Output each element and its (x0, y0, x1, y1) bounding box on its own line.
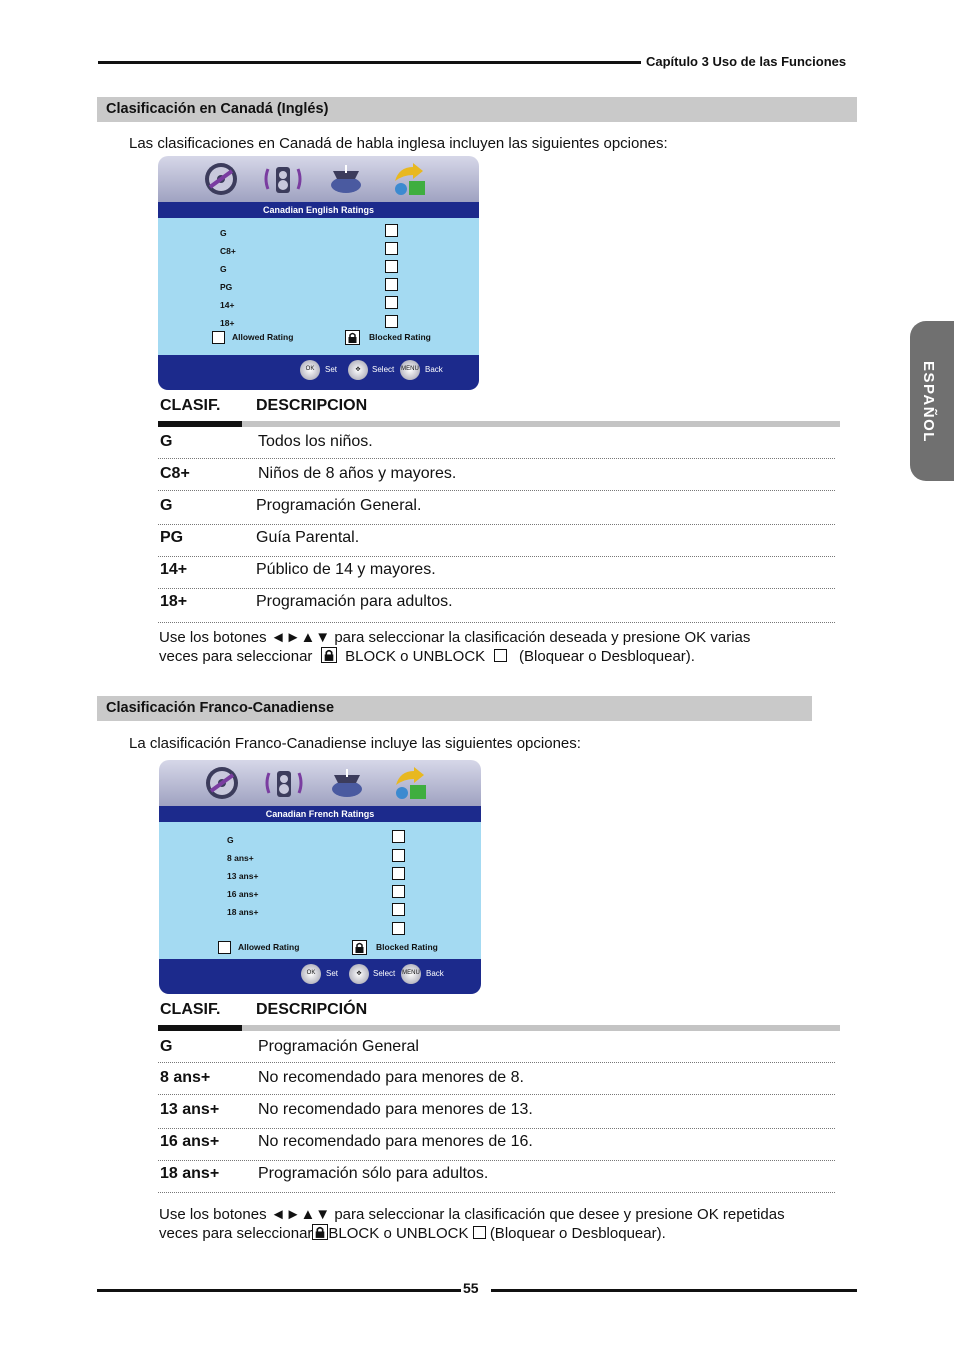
rating-checkbox[interactable] (392, 849, 405, 862)
rating-checkbox-pg[interactable] (385, 278, 398, 291)
rating-item-14: 14+ (220, 300, 235, 310)
menu-button[interactable]: MENU (400, 360, 420, 380)
table-row-code: 18+ (160, 593, 188, 610)
footer-rule-left (97, 1289, 461, 1292)
table-row-code: 18 ans+ (160, 1165, 220, 1182)
lock-icon (345, 330, 360, 345)
tv-menu-english (158, 156, 479, 390)
table-row-code: 14+ (160, 561, 188, 578)
rating-checkbox[interactable] (392, 867, 405, 880)
table-header-rule (242, 1025, 840, 1031)
table-row-code: PG (160, 529, 184, 546)
header-rule (98, 61, 641, 64)
select-label: Select (372, 365, 395, 374)
table-row-code: 8 ans+ (160, 1069, 211, 1086)
rating-checkbox[interactable] (392, 922, 405, 935)
section-intro-english: Las clasificaciones en Canadá de habla inglesa incluyen las siguientes opciones: (129, 135, 668, 152)
satellite-icon (327, 161, 365, 197)
table-row-code: G (160, 497, 173, 514)
table-row-desc: Todos los niños. (258, 433, 373, 450)
unblock-box-icon (494, 649, 507, 662)
rating-item-16ans: 16 ans+ (227, 889, 259, 899)
lock-icon (321, 647, 337, 663)
menu-title: Canadian French Ratings (159, 806, 481, 822)
menu-footer (158, 355, 479, 390)
set-label: Set (326, 969, 339, 978)
menu-footer (159, 959, 481, 994)
table-row-desc: No recomendado para menores de 13. (258, 1101, 533, 1118)
row-divider (158, 1094, 835, 1095)
speaker-icon (265, 765, 303, 801)
rating-item-pg: PG (220, 282, 233, 292)
menu-icon-bar (159, 760, 481, 806)
language-tab (910, 321, 954, 481)
ok-button[interactable]: OK (301, 964, 321, 984)
settings-puzzle-icon (391, 161, 429, 197)
table-row-desc: Programación General (258, 1038, 419, 1055)
table-row-desc: Programación sólo para adultos. (258, 1165, 489, 1182)
table-row-desc: No recomendado para menores de 8. (258, 1069, 524, 1086)
row-divider (158, 1128, 835, 1129)
table-row-code: G (160, 1038, 173, 1055)
back-label: Back (426, 969, 444, 978)
rating-item-18ans: 18 ans+ (227, 907, 259, 917)
row-divider (158, 490, 835, 491)
table-header-rule (158, 421, 242, 427)
rating-checkbox-18[interactable] (385, 315, 398, 328)
rating-item-c8: C8+ (220, 246, 236, 256)
rating-item-8ans: 8 ans+ (227, 853, 254, 863)
col-header-description: DESCRIPCIÓN (256, 1001, 368, 1018)
row-divider (158, 1160, 835, 1161)
unblock-box-icon (473, 1226, 486, 1239)
chapter-title: Capítulo 3 Uso de las Funciones (646, 54, 847, 69)
allowed-legend-label: Allowed Rating (238, 942, 300, 952)
rating-checkbox-14[interactable] (385, 296, 398, 309)
menu-button[interactable]: MENU (401, 964, 421, 984)
table-header-rule (158, 1025, 242, 1031)
table-row-desc: Programación para adultos. (256, 593, 453, 610)
menu-body (158, 218, 479, 355)
table-row-code: C8+ (160, 465, 190, 482)
speaker-icon (264, 161, 302, 197)
instructions-french: Use los botones ◄►▲▼ para seleccionar la clasificación que desee y presione OK repetidas veces para seleccionar BLOCK o UNBLOCK (Bloquear o Desbloquear). (159, 1206, 785, 1242)
col-header-rating: CLASIF. (160, 1001, 221, 1018)
rating-checkbox-c8[interactable] (385, 242, 398, 255)
rating-item-g: G (220, 228, 227, 238)
disc-icon (202, 161, 240, 197)
footer-rule-right (491, 1289, 857, 1292)
instructions-english: Use los botones ◄►▲▼ para seleccionar la clasificación deseada y presione OK varias veces para seleccionar BLOCK o UNBLOCK (Bloquear o Desbloquear). (159, 629, 751, 665)
table-header-rule (242, 421, 840, 427)
table-row-desc: Guía Parental. (256, 529, 360, 546)
disc-icon (203, 765, 241, 801)
row-divider (158, 524, 835, 525)
rating-item-g: G (227, 835, 234, 845)
lock-icon (312, 1224, 328, 1240)
allowed-legend-box (212, 331, 225, 344)
row-divider (158, 622, 835, 623)
rating-item-13ans: 13 ans+ (227, 871, 259, 881)
blocked-legend-label: Blocked Rating (376, 942, 438, 952)
blocked-legend-label: Blocked Rating (369, 332, 431, 342)
col-header-description: DESCRIPCION (256, 397, 368, 414)
menu-icon-bar (158, 156, 479, 202)
rating-checkbox[interactable] (392, 903, 405, 916)
row-divider (158, 556, 835, 557)
section-intro-french: La clasificación Franco-Canadiense incluye las siguientes opciones: (129, 735, 581, 752)
row-divider (158, 1062, 835, 1063)
col-header-rating: CLASIF. (160, 397, 221, 414)
tv-menu-french (159, 760, 481, 994)
allowed-legend-box (218, 941, 231, 954)
table-row-code: G (160, 433, 173, 450)
select-label: Select (373, 969, 396, 978)
dpad-icon[interactable]: ✥ (348, 360, 368, 380)
rating-item-18: 18+ (220, 318, 235, 328)
dpad-icon[interactable]: ✥ (349, 964, 369, 984)
table-row-desc: Niños de 8 años y mayores. (258, 465, 457, 482)
row-divider (158, 588, 835, 589)
section-heading-french: Clasificación Franco-Canadiense (97, 696, 812, 721)
allowed-legend-label: Allowed Rating (232, 332, 294, 342)
rating-item-g2: G (220, 264, 227, 274)
table-row-code: 16 ans+ (160, 1133, 220, 1150)
arrow-keys-icon: ◄►▲▼ (270, 1206, 331, 1223)
table-row-desc: Público de 14 y mayores. (256, 561, 436, 578)
menu-title: Canadian English Ratings (158, 202, 479, 218)
table-row-desc: Programación General. (256, 497, 422, 514)
menu-body (159, 822, 481, 959)
rating-checkbox-g2[interactable] (385, 260, 398, 273)
rating-checkbox[interactable] (392, 830, 405, 843)
table-row-code: 13 ans+ (160, 1101, 220, 1118)
row-divider (158, 458, 835, 459)
back-label: Back (425, 365, 443, 374)
satellite-icon (328, 765, 366, 801)
lock-icon (352, 940, 367, 955)
language-tab-label: ESPAÑOL (920, 361, 937, 443)
settings-puzzle-icon (392, 765, 430, 801)
page-number: 55 (463, 1280, 479, 1296)
rating-checkbox-g[interactable] (385, 224, 398, 237)
table-row-desc: No recomendado para menores de 16. (258, 1133, 533, 1150)
row-divider (158, 1192, 835, 1193)
section-heading-english: Clasificación en Canadá (Inglés) (97, 97, 857, 122)
rating-checkbox[interactable] (392, 885, 405, 898)
set-label: Set (325, 365, 338, 374)
arrow-keys-icon: ◄►▲▼ (270, 629, 331, 646)
ok-button[interactable]: OK (300, 360, 320, 380)
